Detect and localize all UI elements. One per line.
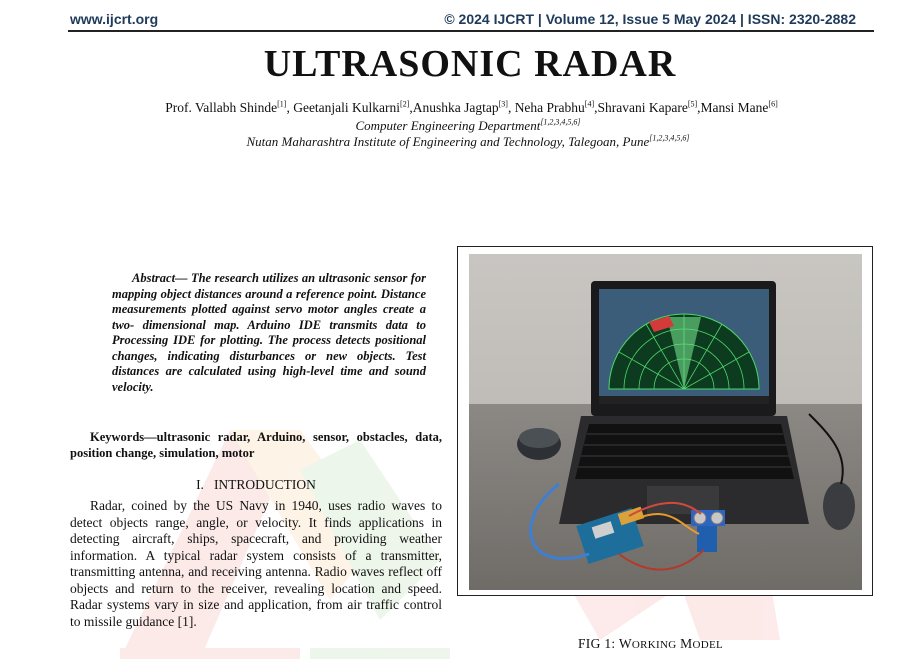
- author-ref: [2]: [400, 99, 410, 109]
- author-name: Mansi Mane: [700, 100, 769, 115]
- caption-smallcaps-1: ORKING: [631, 639, 677, 651]
- institute-refs: [1,2,3,4,5,6]: [649, 133, 690, 143]
- author-name: Prof. Vallabh Shinde: [165, 100, 278, 115]
- journal-website[interactable]: www.ijcrt.org: [70, 11, 159, 27]
- author-sep: ,: [286, 100, 294, 115]
- author-ref: [1]: [277, 99, 287, 109]
- keywords: Keywords—ultrasonic radar, Arduino, sensor, obstacles, data, position change, simulation, motor: [70, 430, 442, 460]
- caption-smallcaps-2: ODEL: [692, 639, 723, 651]
- journal-issue-info: © 2024 IJCRT | Volume 12, Issue 5 May 2024 | ISSN: 2320-2882: [444, 11, 856, 27]
- author-ref: [6]: [768, 99, 778, 109]
- author-list: [0, 100, 913, 116]
- paper-title: ULTRASONIC RADAR: [263, 43, 677, 85]
- department-affiliation: [0, 118, 913, 134]
- department-refs: [1,2,3,4,5,6]: [540, 117, 581, 127]
- institute-affiliation: [0, 134, 913, 150]
- author-sep: ,: [697, 100, 701, 115]
- author-ref: [5]: [687, 99, 698, 109]
- working-model-photo: [469, 254, 862, 590]
- abstract: [112, 271, 426, 395]
- introduction-paragraph: Radar, coined by the US Navy in 1940, uses radio waves to detect objects range, angle, or velocity. It finds applications in detecting aircraft, ships, spacecraft, and providing weather information. A typical radar system consists of a transmitter, transmitting antenna, and receiving antenna. Radio waves reflect off objects and return to the receiver, revealing location and speed. Radar systems vary in size and application, from air traffic control to missile guidance [1].: [70, 498, 442, 629]
- figure-caption: [578, 636, 723, 652]
- author-name: Anushka Jagtap: [412, 100, 499, 115]
- caption-prefix: FIG 1: W: [578, 636, 632, 651]
- author-sep: ,: [507, 100, 515, 115]
- author-sep: ,: [594, 100, 598, 115]
- author-name: Geetanjali Kulkarni: [293, 100, 401, 115]
- section-number: I.: [196, 477, 204, 492]
- author-sep: ,: [409, 100, 413, 115]
- abstract-text: The research utilizes an ultrasonic sensor for mapping object distances around a reference point. Distance measurements plotted against servo motor angles create a two- dimensional map. Arduino IDE transmits data to Processing IDE for plotting. The process detects positional changes, indicating disturbances or new objects. Test distances are calculated using high-level time and sound velocity.: [112, 271, 426, 394]
- author-ref: [4]: [584, 99, 595, 109]
- section-title: INTRODUCTION: [213, 477, 316, 492]
- caption-mid: M: [676, 636, 693, 651]
- running-header: [68, 10, 874, 32]
- author-name: Shravani Kapare: [597, 100, 688, 115]
- author-ref: [3]: [498, 99, 508, 109]
- abstract-label: Abstract—: [132, 271, 188, 285]
- section-heading-introduction: [70, 477, 442, 493]
- figure-frame: [457, 246, 873, 596]
- institute-name: Nutan Maharashtra Institute of Engineering and Technology, Talegoan, Pune: [246, 134, 650, 149]
- author-name: Neha Prabhu: [514, 100, 585, 115]
- department-name: Computer Engineering Department: [355, 118, 541, 133]
